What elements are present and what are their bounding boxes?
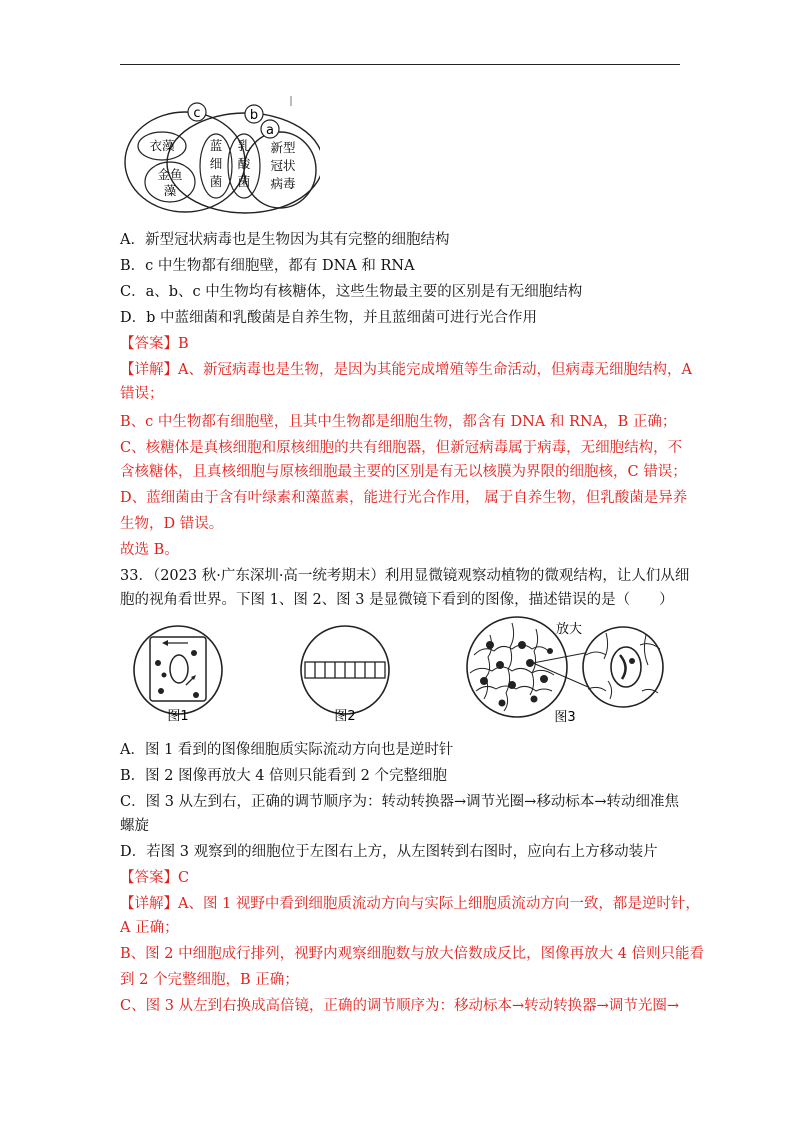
explanation-line: B、c 中生物都有细胞壁，且其中生物都是细胞生物，都含有 DNA 和 RNA，B 正确；	[120, 414, 677, 430]
explanation-line: 生物，D 错误。	[120, 516, 224, 532]
option-d: D．b 中蓝细菌和乳酸菌是自养生物，并且蓝细菌可进行光合作用	[120, 310, 538, 326]
organism-label: 蓝	[209, 138, 223, 153]
set-c-label: c	[193, 106, 201, 121]
question-stem: 胞的视角看世界。下图 1、图 2、图 3 是显微镜下看到的图像，描述错误的是（ ）	[120, 592, 674, 608]
figure-2	[295, 625, 395, 725]
explanation-line: D、蓝细菌由于含有叶绿素和藻蓝素，能进行光合作用， 属于自养生物，但乳酸菌是异养	[120, 490, 688, 506]
figure-1-caption: 图1	[167, 709, 189, 724]
organism-label: 菌	[209, 174, 223, 189]
set-b-label: b	[249, 108, 259, 123]
figure-1	[128, 625, 228, 725]
explanation-line: 【详解】A、图 1 视野中看到细胞质流动方向与实际上细胞质流动方向一致，都是逆时针，	[120, 896, 700, 912]
option-c: C．a、b、c 中生物均有核糖体，这些生物最主要的区别是有无细胞结构	[120, 284, 583, 300]
option-d: D．若图 3 观察到的细胞位于左图右上方，从左图转到右图时，应向右上方移动装片	[120, 844, 658, 860]
explanation-line: A 正确；	[120, 920, 179, 936]
option-b: B．c 中生物都有细胞壁，都有 DNA 和 RNA	[120, 258, 415, 274]
organism-label: 细	[209, 156, 223, 171]
option-b: B．图 2 图像再放大 4 倍则只能看到 2 个完整细胞	[120, 768, 447, 784]
organism-label: 金鱼	[157, 167, 183, 182]
option-a: A．新型冠状病毒也是生物因为其有完整的细胞结构	[120, 232, 450, 248]
organism-label: 菌	[237, 174, 251, 189]
explanation-line: C、图 3 从左到右换成高倍镜，正确的调节顺序为：移动标本→转动转换器→调节光圈→	[120, 998, 679, 1014]
organism-label: 冠状	[270, 158, 296, 173]
explanation-line: 到 2 个完整细胞，B 正确；	[120, 972, 299, 988]
magnify-label: 放大	[556, 622, 583, 637]
explanation-line: 故选 B。	[120, 542, 179, 558]
organism-label: 衣藻	[149, 138, 175, 153]
answer: 【答案】C	[120, 870, 190, 886]
organism-label: 新型	[270, 140, 296, 155]
header-rule	[120, 64, 680, 65]
option-a: A．图 1 看到的图像细胞质实际流动方向也是逆时针	[120, 742, 454, 758]
option-c: C．图 3 从左到右，正确的调节顺序为：转动转换器→调节光圈→移动标本→转动细准焦	[120, 794, 679, 810]
organism-label: 酸	[237, 156, 251, 171]
venn-diagram	[120, 90, 320, 225]
question-stem: 33．（2023 秋·广东深圳·高一统考期末）利用显微镜观察动植物的微观结构，让人们从细	[120, 568, 690, 584]
organism-label: 藻	[163, 183, 177, 198]
figure-3-caption: 图3	[554, 710, 576, 725]
explanation-line: 【详解】A、新冠病毒也是生物，是因为其能完成增殖等生命活动，但病毒无细胞结构，A	[120, 362, 692, 378]
organism-label: 病毒	[270, 176, 296, 191]
explanation-line: B、图 2 中细胞成行排列，视野内观察细胞数与放大倍数成反比，图像再放大 4 倍则只能看	[120, 946, 705, 962]
explanation-line: 错误；	[120, 386, 164, 402]
explanation-line: C、核糖体是真核细胞和原核细胞的共有细胞器，但新冠病毒属于病毒，无细胞结构，不	[120, 440, 683, 456]
answer: 【答案】B	[120, 336, 189, 352]
organism-label: 乳	[237, 138, 251, 153]
explanation-line: 含核糖体，且真核细胞与原核细胞最主要的区别是有无以核膜为界限的细胞核，C 错误；	[120, 464, 687, 480]
option-c-cont: 螺旋	[120, 818, 149, 834]
set-a-label: a	[266, 123, 274, 138]
figure-2-caption: 图2	[334, 709, 356, 724]
figure-3	[460, 615, 670, 725]
